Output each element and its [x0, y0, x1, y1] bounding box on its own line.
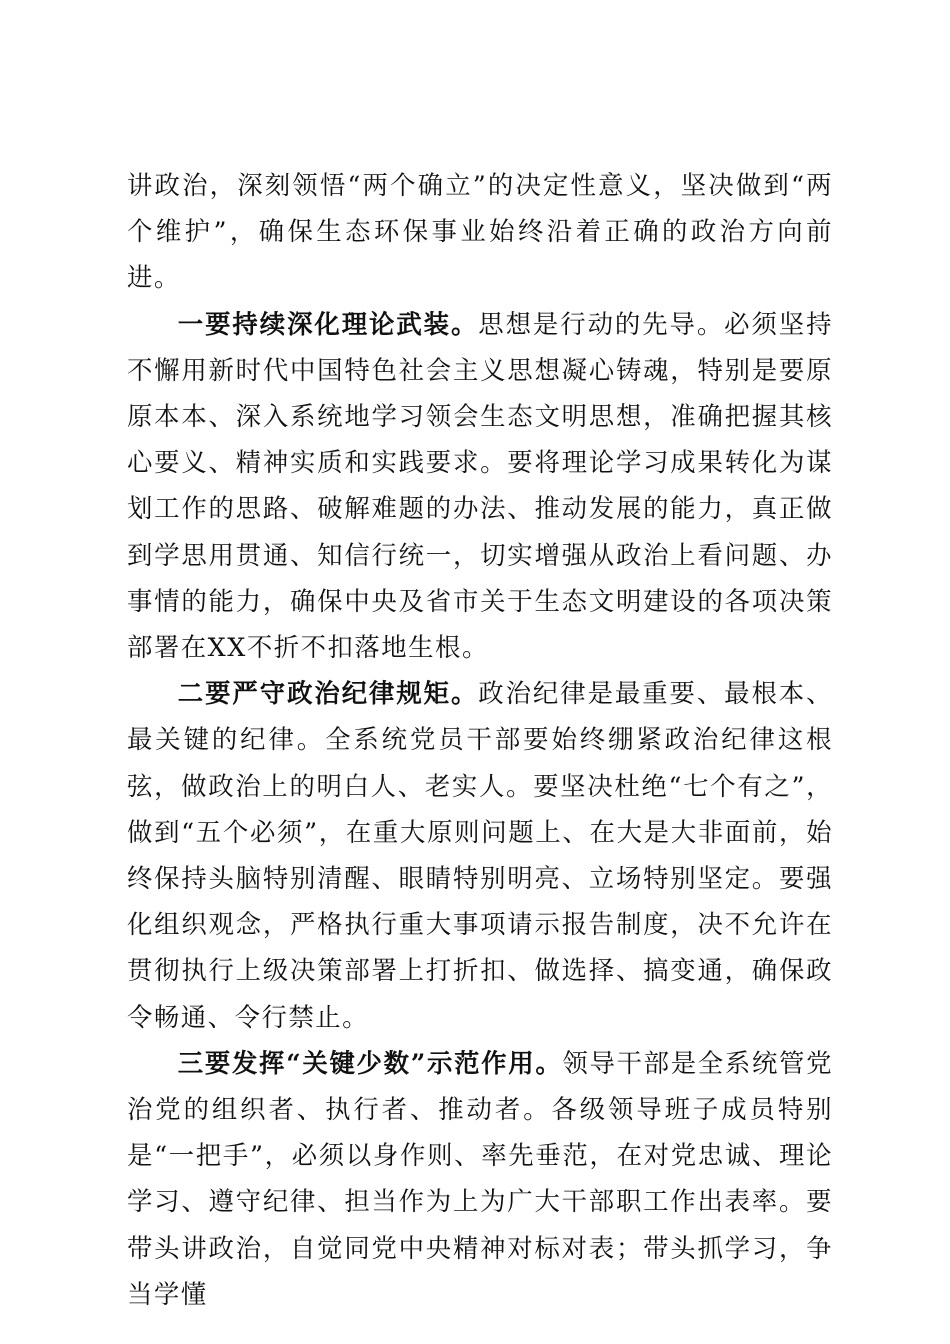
paragraph-text: 政治纪律是最重要、最根本、最关键的纪律。全系统党员干部要始终绷紧政治纪律这根弦，做政治上的明白人、老实人。要坚决杜绝“七个有之”，做到“五个必须”，在重大原则问题上、在大是大非面前，始终保持头脑特别清醒、眼睛特别明亮、立场特别坚定。要强化组织观念，严格执行重大事项请示报告制度，决不允许在贯彻执行上级决策部署上打折扣、做选择、搞变通，确保政令畅通、令行禁止。	[127, 678, 834, 1032]
paragraph-text: 讲政治，深刻领悟“两个确立”的决定性意义，坚决做到“两个维护”，确保生态环保事业始终沿着正确的政治方向前进。	[127, 170, 833, 293]
paragraph-text: 思想是行动的先导。必须坚持不懈用新时代中国特色社会主义思想凝心铸魂，特别是要原原本本、深入系统地学习领会生态文明思想，准确把握其核心要义、精神实质和实践要求。要将理论学习成果转化为谋划工作的思路、破解难题的办法、推动发展的能力，真正做到学思用贯通、知信行统一，切实增强从政治上看问题、办事情的能力，确保中央及省市关于生态文明建设的各项决策部署在XX不折不扣落地生根。	[127, 308, 834, 663]
paragraph-heading: 一要持续深化理论武装。	[177, 308, 479, 339]
paragraph-text: 领导干部是全系统管党治党的组织者、执行者、推动者。各级领导班子成员特别是“一把手”，必须以身作则、率先垂范，在对党忠诚、理论学习、遵守纪律、担当作为上为广大干部职工作出表率。要带头讲政治，自觉同党中央精神对标对表；带头抓学习，争当学懂	[127, 1047, 833, 1309]
paragraph-key-minority	[127, 1040, 833, 1317]
paragraph-political-discipline	[127, 670, 833, 1040]
paragraph-theory-arming	[127, 301, 833, 671]
document-page	[127, 162, 833, 1317]
paragraph-heading: 二要严守政治纪律规矩。	[177, 678, 479, 709]
paragraph-heading: 三要发挥“关键少数”示范作用。	[177, 1047, 563, 1078]
paragraph-continuation	[127, 162, 833, 301]
